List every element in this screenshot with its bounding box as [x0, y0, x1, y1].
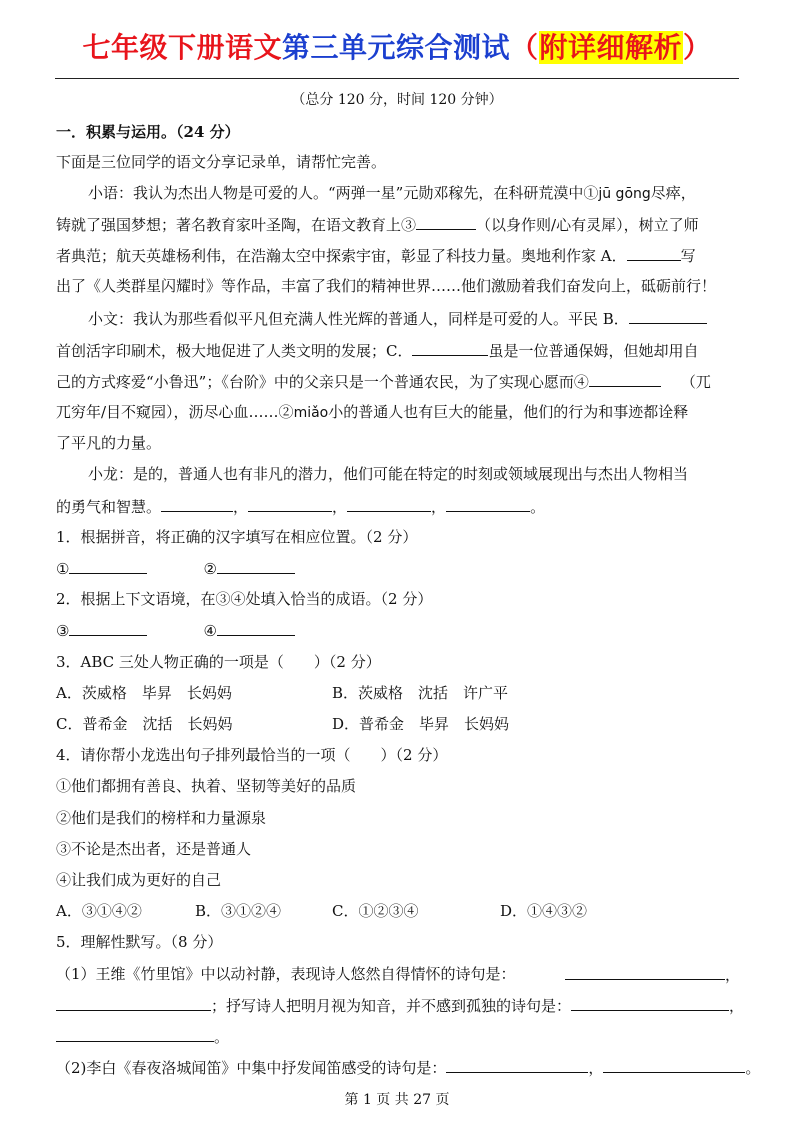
xiaolong-text-2a: 的勇气和智慧。: [56, 498, 162, 516]
q5-blank-2[interactable]: [56, 993, 211, 1011]
xiaowen-text-2b: 虽是一位普通保姆，但她却用自: [488, 342, 699, 360]
q1-blank-2[interactable]: [217, 556, 295, 574]
xiaoyu-line-3: [56, 243, 740, 268]
q1-blank-1[interactable]: [69, 556, 147, 574]
blank-xiaolong-2[interactable]: [248, 494, 332, 512]
q4-sentence-4: ④让我们成为更好的自己: [56, 871, 222, 889]
section-heading: 一．积累与运用。（24 分）: [56, 123, 240, 141]
q3-option-d[interactable]: D．普希金 毕昇 长妈妈: [332, 715, 510, 733]
blank-4[interactable]: [589, 369, 661, 387]
xiaowen-text-3b: （兀: [680, 373, 711, 391]
xiaowen-line-3: [56, 369, 740, 394]
xiaowen-text-4b: 小的普通人也有巨大的能量，他们的行为和事迹都诠释: [328, 403, 689, 421]
blank-xiaolong-1[interactable]: [161, 494, 233, 512]
q5-end-2: 。: [745, 1059, 761, 1077]
q4-sentence-3: ③不论是杰出者，还是普通人: [56, 840, 252, 858]
xiaoyu-text-1b: 尽瘁，: [650, 184, 696, 202]
q3-options-row-2: [56, 712, 740, 736]
question-2: 2．根据上下文语境，在③④处填入恰当的成语。（2 分）: [56, 590, 433, 608]
q5-end-1: 。: [214, 1028, 230, 1046]
q3-option-c[interactable]: C．普希金 沈括 长妈妈: [56, 715, 233, 733]
title-highlight: 附详细解析: [539, 31, 683, 64]
pinyin-ju-gong: jū gōng: [598, 186, 651, 202]
xiaoyu-text-3b: 写: [680, 247, 696, 265]
xiaolong-sep-3: ，: [431, 498, 447, 516]
q4-option-b[interactable]: B．③①②④: [195, 902, 282, 920]
document-title: [0, 28, 794, 68]
xiaolong-sep-2: ，: [332, 498, 348, 516]
title-divider: [55, 78, 739, 79]
pinyin-miao: miǎo: [293, 405, 329, 421]
title-paren-open: （: [509, 31, 539, 64]
xiaowen-line-5: 了平凡的力量。: [56, 434, 162, 452]
q4-option-a[interactable]: A．③①④②: [56, 902, 142, 920]
q5-text-4a: （2)李白《春夜洛城闻笛》中集中抒发闻笛感受的诗句是：: [56, 1059, 447, 1077]
q5-sep-1: ，: [724, 966, 740, 984]
xiaolong-line-1: 小龙：是的，普通人也有非凡的潜力，他们可能在特定的时刻或领域展现出与杰出人物相当: [88, 465, 689, 483]
q3-options-row-1: [56, 681, 740, 705]
q1-marker-1: ①: [56, 560, 70, 578]
question-4: 4．请你帮小龙选出句子排列最恰当的一项（ ）（2 分）: [56, 746, 448, 764]
q1-marker-2: ②: [203, 560, 217, 578]
title-unit-part: 第三单元综合测试: [281, 31, 510, 64]
xiaoyu-line-4: 出了《人类群星闪耀时》等作品，丰富了我们的精神世界……他们激励着我们奋发向上，砥砺前行！: [56, 277, 717, 295]
blank-a[interactable]: [627, 243, 681, 261]
xiaoyu-text-1a: 小语：我认为杰出人物是可爱的人。“两弹一星”元勋邓稼先，在科研荒漠中①: [88, 184, 599, 202]
blank-c[interactable]: [412, 338, 488, 356]
xiaoyu-text-2a: 铸就了强国梦想；著名教育家叶圣陶，在语文教育上③: [56, 216, 417, 234]
q4-sentence-1: ①他们都拥有善良、执着、坚韧等美好的品质: [56, 777, 357, 795]
question-1: 1．根据拼音，将正确的汉字填写在相应位置。（2 分）: [56, 528, 418, 546]
q5-blank-6[interactable]: [603, 1055, 745, 1073]
q5-blank-3[interactable]: [571, 993, 729, 1011]
blank-b[interactable]: [629, 306, 707, 324]
page-footer: 第 1 页 共 27 页: [344, 1092, 450, 1108]
q5-text-1a: （1）王维《竹里馆》中以动衬静，表现诗人悠然自得情怀的诗句是：: [56, 965, 516, 983]
question-5: 5．理解性默写。（8 分）: [56, 933, 223, 951]
q2-answers: [56, 618, 740, 643]
xiaoyu-line-1: [88, 181, 740, 206]
q5-text-2a: ；抒写诗人把明月视为知音，并不感到孤独的诗句是：: [211, 997, 572, 1015]
q5-sep-2: ，: [729, 997, 745, 1015]
q4-option-d[interactable]: D．①④③②: [500, 902, 588, 920]
q5-part1-line-1: [56, 962, 740, 987]
blank-xiaolong-3[interactable]: [347, 494, 431, 512]
q5-part1-line-2: [56, 993, 745, 1018]
question-3: 3．ABC 三处人物正确的一项是（ ）（2 分）: [56, 653, 381, 671]
q3-option-a[interactable]: A．茨威格 毕昇 长妈妈: [56, 684, 232, 702]
q5-part2-line-1: [56, 1055, 761, 1080]
xiaoyu-text-2b: （以身作则/心有灵犀），树立了师: [476, 216, 699, 234]
q5-blank-5[interactable]: [446, 1055, 588, 1073]
xiaowen-text-4a: 兀穷年/目不窥园），沥尽心血……②: [56, 403, 294, 421]
blank-xiaolong-4[interactable]: [446, 494, 530, 512]
q1-answers: [56, 556, 740, 581]
q2-blank-3[interactable]: [69, 618, 147, 636]
blank-3[interactable]: [416, 212, 476, 230]
xiaoyu-line-2: [56, 212, 740, 237]
xiaowen-line-1: [88, 306, 740, 331]
xiaowen-line-4: [56, 400, 740, 425]
q2-marker-3: ③: [56, 622, 70, 640]
q5-blank-1[interactable]: [565, 962, 725, 980]
q4-option-c[interactable]: C．①②③④: [332, 902, 419, 920]
exam-info: （总分 120 分，时间 120 分钟）: [291, 92, 503, 108]
section-intro: 下面是三位同学的语文分享记录单，请帮忙完善。: [56, 153, 387, 171]
q2-blank-4[interactable]: [217, 618, 295, 636]
xiaowen-text-2a: 首创活字印刷术，极大地促进了人类文明的发展；C．: [56, 342, 413, 360]
xiaolong-end: 。: [530, 498, 546, 516]
xiaowen-text-3a: 己的方式疼爱“小鲁迅”；《台阶》中的父亲只是一个普通农民，为了实现心愿而④: [56, 373, 589, 391]
xiaolong-sep-1: ，: [233, 498, 249, 516]
xiaowen-line-2: [56, 338, 740, 363]
title-grade-part: 七年级下册语文: [82, 31, 282, 64]
xiaoyu-text-3a: 者典范；航天英雄杨利伟，在浩瀚太空中探索宇宙，彰显了科技力量。奥地利作家 A．: [56, 247, 627, 265]
q5-blank-4[interactable]: [56, 1024, 214, 1042]
xiaowen-text-1: 小文：我认为那些看似平凡但充满人性光辉的普通人，同样是可爱的人。平民 B．: [88, 310, 629, 328]
q4-sentence-2: ②他们是我们的榜样和力量源泉: [56, 809, 267, 827]
q5-part1-line-3: [56, 1024, 740, 1049]
xiaolong-line-2: [56, 494, 740, 519]
q5-sep-4: ，: [588, 1059, 604, 1077]
q2-marker-4: ④: [203, 622, 217, 640]
title-paren-close: ）: [683, 31, 712, 64]
q3-option-b[interactable]: B．茨威格 沈括 许广平: [332, 684, 509, 702]
